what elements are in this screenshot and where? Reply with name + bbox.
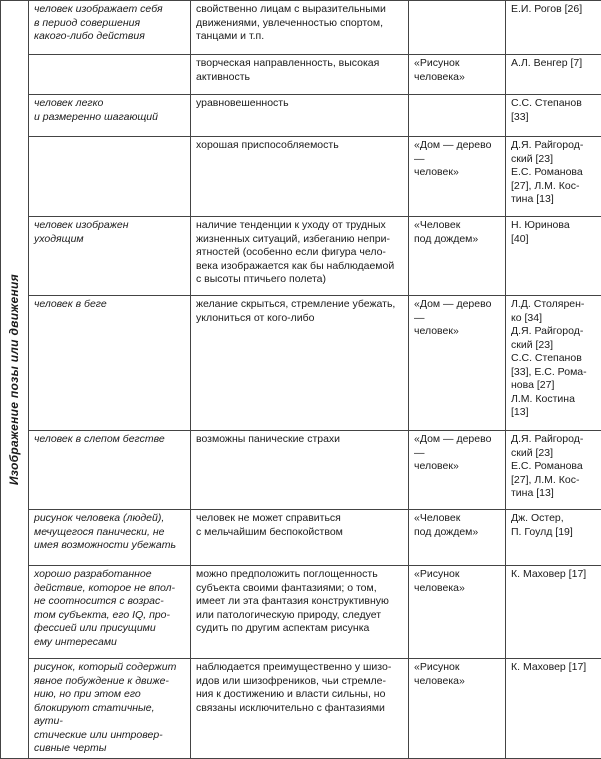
interpretation-text: свойственно лицам с выразительными движениями, увлеченностью спортом, танцами и т.п. bbox=[196, 3, 404, 44]
interpretation-cell bbox=[191, 510, 409, 566]
source-text: Д.Я. Райгород- ский [23] Е.С. Романова [27], Л.М. Кос- тина [13] bbox=[511, 433, 597, 501]
source-text: Дж. Остер, П. Гоулд [19] bbox=[511, 512, 597, 539]
source-cell bbox=[506, 137, 601, 217]
test-text: «Дом — дерево — человек» bbox=[414, 433, 501, 474]
feature-text: рисунок человека (людей), мечущегося панически, не имея возможности убежать bbox=[34, 512, 186, 553]
feature-cell bbox=[29, 137, 191, 217]
test-cell bbox=[409, 659, 506, 759]
table-row bbox=[1, 510, 601, 566]
source-cell bbox=[506, 95, 601, 137]
test-text: «Рисунок человека» bbox=[414, 57, 501, 84]
source-text: А.Л. Венгер [7] bbox=[511, 57, 597, 71]
interpretation-text: желание скрыться, стремление убежать, уклониться от кого-либо bbox=[196, 298, 404, 325]
test-text: «Рисунок человека» bbox=[414, 568, 501, 595]
source-text: Л.Д. Столярен- ко [34] Д.Я. Райгород- ский [23] С.С. Степанов [33], Е.С. Рома- нова [27] Л.М. Костина [13] bbox=[511, 298, 597, 420]
feature-text: человек в слепом бегстве bbox=[34, 433, 186, 447]
test-cell bbox=[409, 95, 506, 137]
interpretation-text: наблюдается преимущественно у шизо- идов или шизофреников, чьи стремле- ния к достижению и власти сильны, но связаны исключительно с фантазиями bbox=[196, 661, 404, 715]
interpretation-text: уравновешенность bbox=[196, 97, 404, 111]
feature-text: человек изображен уходящим bbox=[34, 219, 186, 246]
interpretation-text: возможны панические страхи bbox=[196, 433, 404, 447]
feature-text: человек изображает себя в период совершения какого-либо действия bbox=[34, 3, 186, 44]
interpretation-cell bbox=[191, 659, 409, 759]
feature-text: хорошо разработанное действие, которое не впол- не соотносится с возрас- том субъекта, его IQ, про- фессией или присущими ему интересами bbox=[34, 568, 186, 649]
interpretation-cell bbox=[191, 95, 409, 137]
source-text: К. Маховер [17] bbox=[511, 568, 597, 582]
table-row bbox=[1, 217, 601, 296]
test-cell bbox=[409, 137, 506, 217]
source-cell bbox=[506, 431, 601, 510]
feature-cell bbox=[29, 659, 191, 759]
feature-text: рисунок, который содержит явное побуждение к движе- нию, но при этом его блокируют статичные, аути- стические или интровер- сивные черты bbox=[34, 661, 186, 756]
interpretation-text: человек не может справиться с мельчайшим беспокойством bbox=[196, 512, 404, 539]
interpretation-cell bbox=[191, 431, 409, 510]
source-text: Н. Юринова [40] bbox=[511, 219, 597, 246]
test-cell bbox=[409, 431, 506, 510]
source-cell bbox=[506, 1, 601, 55]
feature-text: человек в беге bbox=[34, 298, 186, 312]
feature-cell bbox=[29, 296, 191, 431]
test-cell bbox=[409, 296, 506, 431]
source-text: Е.И. Рогов [26] bbox=[511, 3, 597, 17]
test-text: «Дом — дерево — человек» bbox=[414, 298, 501, 339]
interpretation-text: творческая направленность, высокая активность bbox=[196, 57, 404, 84]
source-cell bbox=[506, 510, 601, 566]
interpretation-cell bbox=[191, 55, 409, 95]
test-cell bbox=[409, 55, 506, 95]
interpretation-cell bbox=[191, 1, 409, 55]
interpretation-text: хорошая приспособляемость bbox=[196, 139, 404, 153]
test-text: «Человек под дождем» bbox=[414, 219, 501, 246]
test-cell bbox=[409, 566, 506, 659]
test-text: «Дом — дерево — человек» bbox=[414, 139, 501, 180]
feature-cell bbox=[29, 95, 191, 137]
source-cell bbox=[506, 566, 601, 659]
feature-text: человек легко и размеренно шагающий bbox=[34, 97, 186, 124]
interpretation-cell bbox=[191, 566, 409, 659]
source-cell bbox=[506, 296, 601, 431]
interpretation-cell bbox=[191, 217, 409, 296]
source-text: Д.Я. Райгород- ский [23] Е.С. Романова [27], Л.М. Кос- тина [13] bbox=[511, 139, 597, 207]
table-row bbox=[1, 431, 601, 510]
table-row bbox=[1, 55, 601, 95]
test-cell bbox=[409, 510, 506, 566]
interpretation-cell bbox=[191, 296, 409, 431]
source-text: К. Маховер [17] bbox=[511, 661, 597, 675]
table-row bbox=[1, 566, 601, 659]
source-cell bbox=[506, 55, 601, 95]
feature-cell bbox=[29, 1, 191, 55]
feature-cell bbox=[29, 55, 191, 95]
test-cell bbox=[409, 217, 506, 296]
feature-cell bbox=[29, 566, 191, 659]
interpretation-cell bbox=[191, 137, 409, 217]
section-label-cell bbox=[1, 1, 29, 759]
feature-cell bbox=[29, 510, 191, 566]
interpretation-text: наличие тенденции к уходу от трудных жизненных ситуаций, избеганию непри- ятностей (особенно если фигура чело- века изображается как бы наблюдаемой с высоты птичьего полета) bbox=[196, 219, 404, 287]
section-label: Изображение позы или движения bbox=[8, 274, 22, 485]
table-row bbox=[1, 137, 601, 217]
table-row bbox=[1, 659, 601, 759]
interpretation-text: можно предположить поглощенность субъекта своими фантазиями; о том, имеет ли эта фантазия конструктивную или патологическую природу, следует судить по другим аспектам рисунка bbox=[196, 568, 404, 636]
feature-cell bbox=[29, 217, 191, 296]
table-row bbox=[1, 95, 601, 137]
test-text: «Рисунок человека» bbox=[414, 661, 501, 688]
feature-cell bbox=[29, 431, 191, 510]
table-row bbox=[1, 1, 601, 55]
source-cell bbox=[506, 659, 601, 759]
test-cell bbox=[409, 1, 506, 55]
test-text: «Человек под дождем» bbox=[414, 512, 501, 539]
table-row bbox=[1, 296, 601, 431]
source-cell bbox=[506, 217, 601, 296]
source-text: С.С. Степанов [33] bbox=[511, 97, 597, 124]
